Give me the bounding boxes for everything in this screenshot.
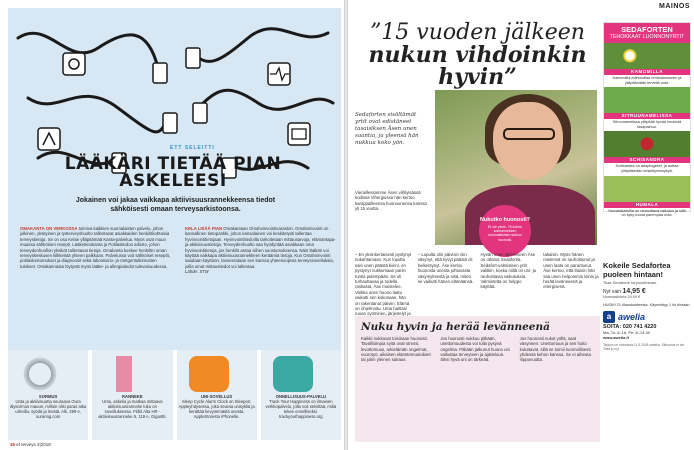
body-col-2: – Lopulta olin päivisin niin väsynyt, että kyvyt päästä oli heikentynyt. Äse kertoo huonosta unesta johtuvasta väsymyksestä ja siitä, miten se vaikutti hänen elämäänsä. — [417, 252, 474, 285]
sidebar-header — [604, 23, 690, 43]
herbs-sidebar — [603, 22, 691, 218]
contact-info — [603, 325, 691, 340]
article-col-1 — [20, 226, 173, 346]
price-label: Nyt vain — [603, 289, 622, 295]
phone-number[interactable]: SOITA: 020 741 4220 — [603, 324, 657, 331]
headline-line-1: ”15 vuoden jälkeen — [370, 20, 585, 45]
order-headline: Kokeile Sedafortea puoleen hintaan! — [603, 261, 671, 279]
alarm-clock-icon — [189, 356, 229, 392]
article-col-2 — [185, 226, 338, 346]
hero-illustration — [8, 8, 341, 350]
ring-image — [20, 356, 60, 392]
tips-col-3: Jos huonosti nukut yöllä, saat väsyneen. Unettomuus ja sen hoito kuluttavat, sillä se toimii luonnollisesti yhdessä kehon kanssa. Se ei aiheuta riippuvuutta. — [519, 336, 591, 363]
body-col-1: – En yksinkertaisesti pystynyt nukahtamaan. Kun lopulta sain unen päästä kiinni, en pystynyt nukkumaan pariin tuntia pidempään. Se oli turhauttavaa ja todella raskasta, Äse muistelee. Vaikka unen huono laatu vaikutti sen kokonaan, hän on rakentanut päiviin. Elämä on ohjelmoitu. Unta haittasi ruuan syöminen, järjestelyt ja — [355, 252, 412, 317]
right-page — [347, 0, 694, 450]
article-headline: LÄÄKÄRI TIETÄÄ PIAN ASKELEESI — [64, 154, 282, 191]
sidebar-subtitle: TEHOKKAAT LUONNONYRTIT — [609, 34, 685, 40]
col1-text: toimiva kaikkien suomalaisten palvelu, johon julkinen, yksityinen ja työterveyshuolto tallentavat asiakkaiden henkilökohtaisia terveystietoja. Se on osa Kelan ylläpitämää Kanta-palvelua. Myös osat muun muassa sähköinen resepti. Lääketietokanta ja Potilastiedon arkisto, johon terveydenhuollon yksiköt tallentavat tietoja. Omakanta koskee henkilön oman terveyskeskusen kilkkeistä yhteen paikkaan. Palvelussa voit sähköiset reseptit, potilaskertomukset ja diagnoosit sekä laboratorio- ja röntgentutkimusten tulokset. Omakannasta löytyvät myös lääke- ja allergiatiedot tulevaisuudessa. — [20, 226, 170, 269]
advert-headline — [365, 22, 590, 88]
herb-hops — [604, 176, 690, 208]
herb-desc: Schisandra on adaptogeeni, ja auttaa ylläpitämään keskittymiskykyä. — [615, 164, 679, 173]
left-page — [0, 0, 345, 450]
tips-section — [355, 316, 600, 442]
headline-line-3: hyvin” — [438, 64, 517, 90]
tips-col-2: Jos huonosti nukkuu pitkään, unettomuudesta voi tulla pysyvä ongelma. Pitkään jatkunut huono uni vaikuttaa terveyteen ja ajatteluun. Siksi hyvä uni on tärkeää. — [440, 336, 510, 363]
product-desc: Unta ja aktiivisuutta seuraava Oura älysormus mauun, milloin olisi paras aika urheilla, syödä ja levätä. Alk. 299 e, ouraring.com — [10, 399, 87, 419]
order-box — [603, 262, 691, 446]
magazine-issue: et terveys 2|2018 — [16, 442, 51, 447]
order-subtitle: Tilaa Sedaforte tarjoushintaan. — [603, 280, 658, 285]
product-strip — [8, 350, 341, 440]
article-kicker: ETT SELEITTI — [170, 145, 215, 151]
col2-text: Omakantaan Omahvinvointivaraston. Omahvinvointi on kansallinen tietopankki, johon kansalainen voi keskitetysti tallentaa hyvinvointitietojaan. Hyvinvointitiedoilla tarkoitetaan mittausarvoja, elämäntapa- ja aktiivisuustietoja. Terveydenhuolto saa hyödyntää asiakkaan oma hyvinvointitietoja, jos henkilö antaa siihen suostumuksensa. Näin lääkäri voi käyttää vaikkapa aktiivisuusrannekkeen keräämiä tietoja. Kun Omahvinvointi saadaan käyttöön, lanseerataan sen kanssa yhteensopivia terveyssovelluksia, joilla omat mittaustiedot voi tallentaa. — [185, 226, 336, 269]
product-sleep-app — [177, 350, 257, 440]
product-name: SORMUS — [38, 394, 58, 399]
herb-chamomile — [604, 43, 690, 75]
body-lead: Vieraillessamme Äsen viihtyisässä kodissa Vihergiussa hän kertoo kamppailleensa huonounensa kanssa yli 15 vuotta. — [355, 190, 427, 212]
advert-intro: Sedaforten sisältämät yrtit ovat edistäneet tasaisiksen Äsen unen saantia, ja yleensä hän nukkuu koko yön. — [355, 112, 419, 146]
col2-lead: KELA LISÄÄ PIAN — [185, 226, 223, 231]
herb-label: SITRUUNAMELISSA — [604, 113, 690, 119]
happiness-app-icon — [273, 356, 313, 392]
herb-lemon-balm — [604, 87, 690, 119]
badge-title: Nukutko huonosti? — [479, 217, 531, 223]
body-col-4: takaisin. Myös hänen mielensä on rauhoittunut ja unen laatu on parantunut. Äse kertoo, että iltaisin hän saa unen helpommin kiinni ja herää levänneenä ja energisenä. — [543, 252, 599, 290]
price-value: 14,95 € — [622, 288, 646, 295]
product-name: RANNEKE — [122, 394, 143, 399]
awelia-wordmark: awelia — [618, 312, 646, 323]
page-number: 36 — [10, 442, 16, 447]
body-col-3: Hyvän unen tukemiseen Äse on ottanut Sedafortia. Sedafort-valmisteen yrtit valittiin, koska niillä on uni- ja rauhoittavia vaikutuksia. Valmistetta on helppo käyttää. — [480, 252, 536, 290]
awelia-logo-icon: a — [603, 311, 615, 323]
herb-label: SCHISANDRA — [604, 157, 690, 163]
product-name: ONNELLISUUS-PALVELU — [275, 394, 327, 399]
product-desc: Track Your Happiness on ilmainen verkkopalvelu, jolla voit selvittää, mikä tekee onnelliseksi. trackyourhappiness.org — [265, 399, 337, 419]
herb-desc: Sitruunamelissa ylläpitää hyvää henkistä tasapainoa. — [612, 120, 682, 129]
article-columns — [20, 226, 338, 346]
headline-line-2: nukun vihdoinkin — [368, 42, 587, 68]
sleep-badge — [479, 205, 531, 257]
advert-label: MAINOS — [659, 3, 690, 10]
band-image — [104, 356, 144, 392]
source-note: Lähde: STM — [185, 269, 209, 275]
product-name: UNI-SOVELLUS — [201, 394, 233, 399]
col1-lead: OMAKANTA ON VERKOSSA — [20, 226, 78, 231]
price-line — [603, 288, 691, 295]
herb-desc: Kamomilla edesauttaa rentoutumiseen ja ylläpitämään terveitä unta. — [612, 76, 682, 85]
sidebar-title: SEDAFORTEN — [621, 25, 673, 34]
tips-col-1: Kaikki nukkuvat toisinaan huonosti. Tavallisimpia syitä ovat stressi, levottomuus, arkielämän ongelmat, vuorotyö, aikaisen elämänmuutokset tai jokin yleinen sairaus. — [361, 336, 431, 363]
product-ring — [8, 350, 88, 440]
offer-terms: Tarjous on voimassa 11.5.2018 saakka. Sitoumus ei ole. Tilaa jo nyt. — [603, 343, 686, 352]
opening-hours: Ma–To: 8–16, Pe: 8–14:30 — [603, 330, 650, 336]
article-lead: Jokainen voi jakaa vaikkapa aktiivisuusrannekkeensa tiedot sähköisesti omaan terveysarkistoonsa. — [75, 197, 276, 213]
product-desc: Unta, askelia ja matkaa mittaava aktiivisuusranneke luku on sovelluksessa. Fitbit Alta HR -aktiivisuusranneke 5, 119 e, Gigantti. — [98, 399, 167, 419]
order-note: HUOM! 21 tilaustuotteesta. Käynnistyy 1 kk hintaan. — [603, 302, 691, 307]
website-link[interactable]: www.awelia.fi — [603, 335, 629, 341]
normal-price: Normaalihinta 29,90 € — [603, 295, 641, 299]
product-band — [92, 350, 172, 440]
herb-label: KAMOMILLA — [604, 69, 690, 75]
product-happiness — [261, 350, 341, 440]
brand-logo — [603, 311, 691, 323]
herb-schisandra — [604, 131, 690, 163]
herb-desc: Humalakasvilla on rauhoittava vaikutus ja sillä on kyky tuoda parempaa unta. — [608, 208, 686, 218]
badge-text: Et ole yksin. Yli kolme kolmanneksen suomalaisista nukkuu huonosti. — [488, 225, 522, 242]
body-columns — [355, 252, 600, 322]
product-desc: Sleep Cycle Alarm Clock on Sleepon: Appleyhdysessa, joka seuraa unisykliä ja herättää kevyimmästä unesta. AppleStoresta iPhonelle. — [178, 399, 255, 419]
herb-label: HUMALA — [604, 202, 690, 208]
tips-headline: Nuku hyvin ja herää levänneenä — [361, 321, 550, 333]
page-folio — [10, 442, 51, 447]
